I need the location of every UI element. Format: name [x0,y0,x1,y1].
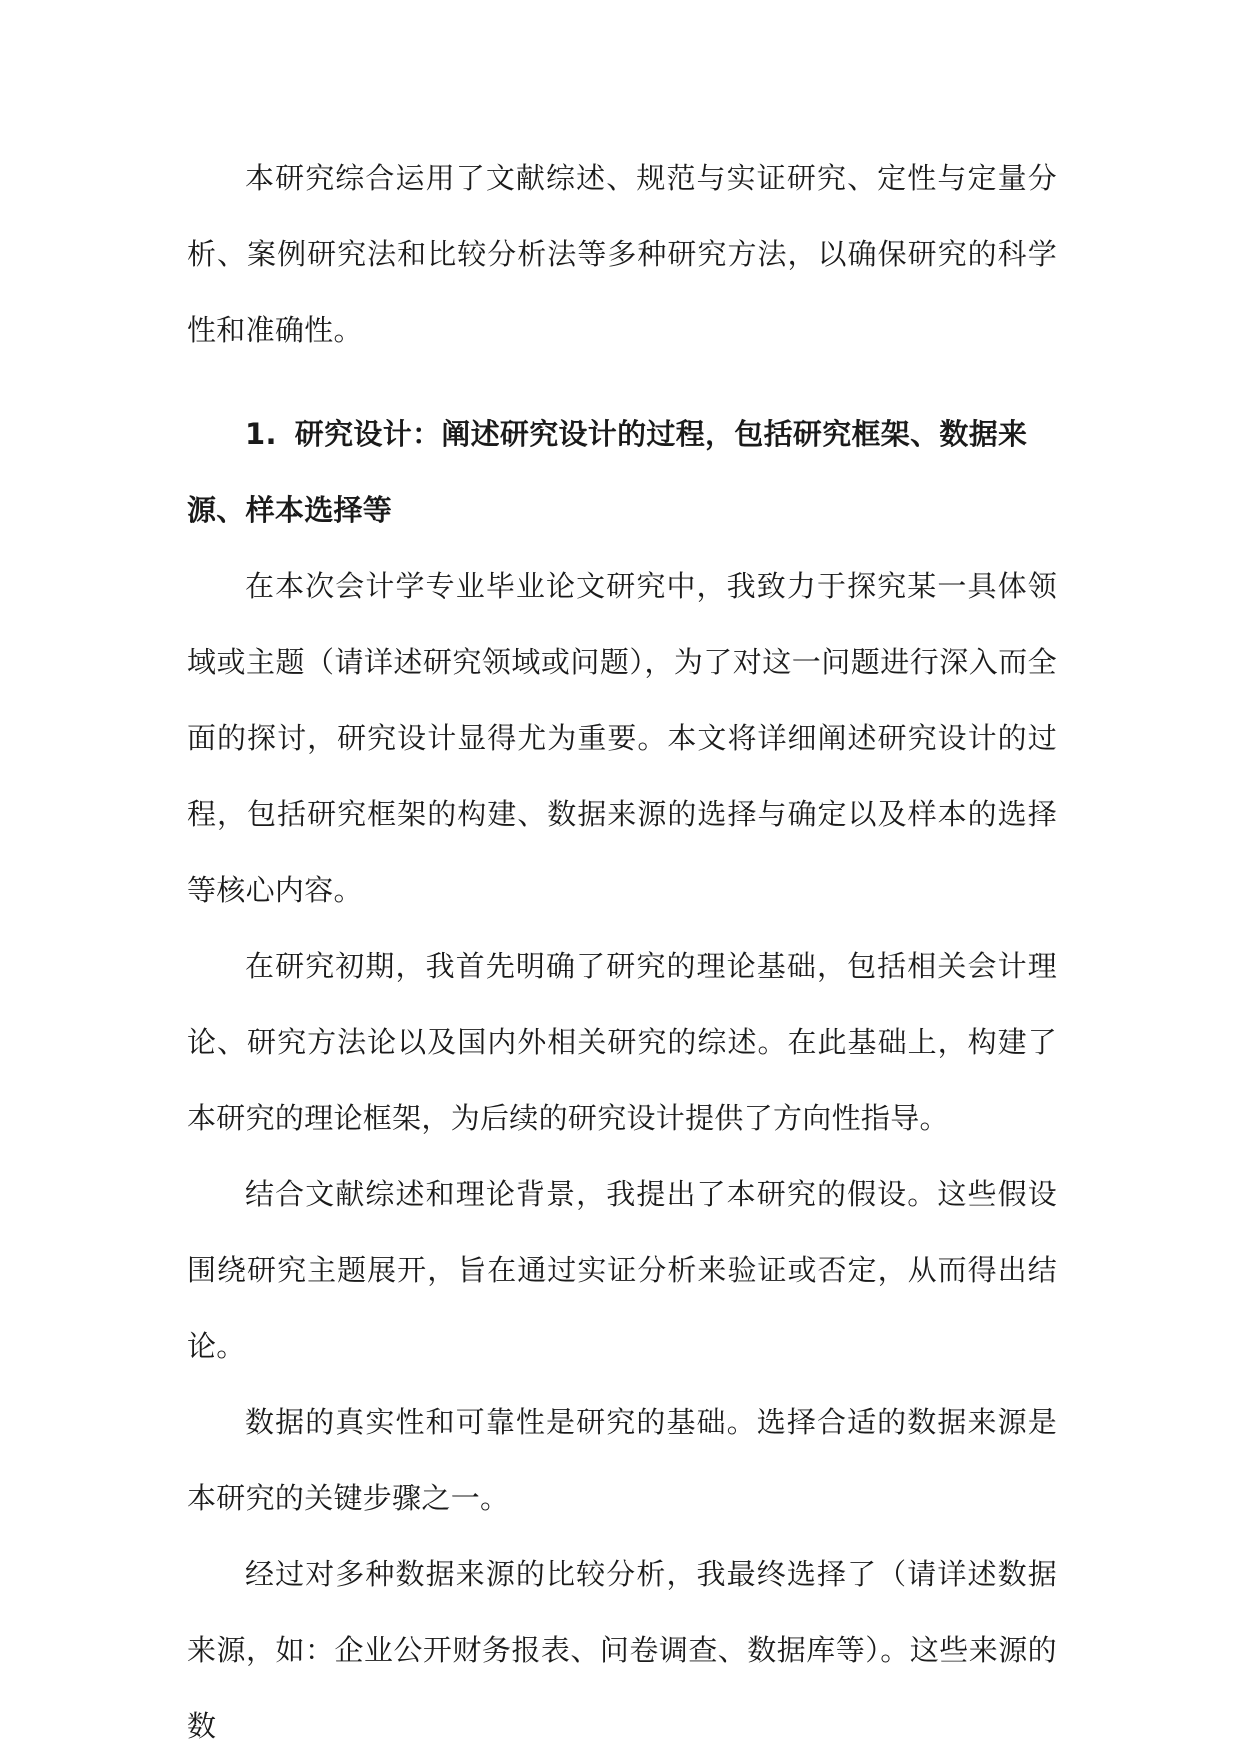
section-heading [187,396,1057,548]
section-heading-text: 研究设计：阐述研究设计的过程，包括研究框架、数据来源、样本选择等 [187,417,1028,527]
paragraph-theory-framework: 在研究初期，我首先明确了研究的理论基础，包括相关会计理论、研究方法论以及国内外相关研究的综述。在此基础上，构建了本研究的理论框架，为后续的研究设计提供了方向性指导。 [187,949,1057,1135]
paragraph-data-reliability: 数据的真实性和可靠性是研究的基础。选择合适的数据来源是本研究的关键步骤之一。 [187,1405,1057,1515]
paragraph-data-sources: 经过对多种数据来源的比较分析，我最终选择了（请详述数据来源，如：企业公开财务报表、问卷调查、数据库等）。这些来源的数 [187,1557,1057,1743]
paragraph-hypotheses: 结合文献综述和理论背景，我提出了本研究的假设。这些假设围绕研究主题展开，旨在通过实证分析来验证或否定，从而得出结论。 [187,1177,1057,1363]
section-heading-number: 1. [245,417,277,451]
paragraph-research-topic: 在本次会计学专业毕业论文研究中，我致力于探究某一具体领域或主题（请详述研究领域或问题），为了对这一问题进行深入而全面的探讨，研究设计显得尤为重要。本文将详细阐述研究设计的过程，包括研究框架的构建、数据来源的选择与确定以及样本的选择等核心内容。 [187,569,1057,907]
intro-paragraph: 本研究综合运用了文献综述、规范与实证研究、定性与定量分析、案例研究法和比较分析法等多种研究方法，以确保研究的科学性和准确性。 [187,161,1057,347]
document-body [187,140,1057,1764]
